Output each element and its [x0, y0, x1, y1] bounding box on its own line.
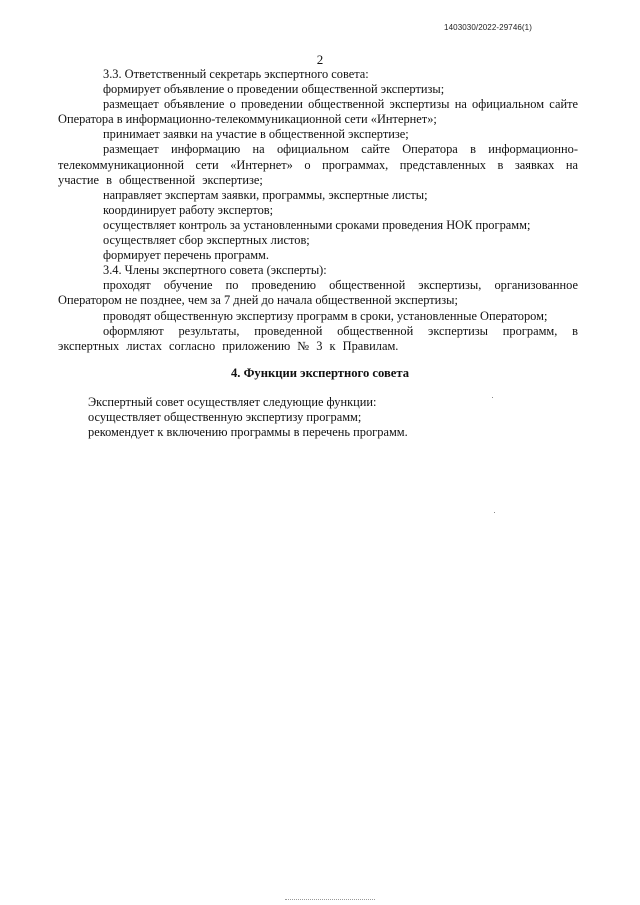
paragraph: формирует объявление о проведении общественной экспертизы; — [103, 82, 445, 97]
paragraph: координирует работу экспертов; — [103, 202, 274, 217]
paragraph: осуществляет контроль за установленными сроками проведения НОК программ; — [103, 217, 531, 232]
section-4-title: 4. Функции экспертного совета — [231, 366, 409, 380]
document-registration-number: 1403030/2022-29746(1) — [444, 23, 532, 32]
section-4-body — [88, 395, 568, 440]
paragraph-3-3-heading: 3.3. Ответственный секретарь экспертного совета: — [103, 67, 369, 81]
section-4-line: осуществляет общественную экспертизу программ; — [88, 410, 362, 425]
scan-bottom-edge-marks — [285, 899, 375, 903]
paragraph: размещает объявление о проведении общественной экспертизы на официальном сайте Оператора в информационно-телекоммуникационной сети «Интернет»; — [58, 97, 578, 127]
paragraph: проходят обучение по проведению общественной экспертизы, организованное Оператором не позднее, чем за 7 дней до начала общественной экспертизы; — [58, 278, 578, 308]
section-4-line: Экспертный совет осуществляет следующие функции: — [88, 395, 377, 409]
scan-speck — [494, 512, 495, 513]
scan-speck — [492, 397, 493, 398]
paragraph: формирует перечень программ. — [103, 248, 269, 263]
paragraph-3-4-heading: 3.4. Члены экспертного совета (эксперты): — [103, 263, 327, 278]
section-3-body — [58, 67, 578, 354]
section-4-line: рекомендует к включению программы в перечень программ. — [88, 425, 408, 440]
paragraph: оформляют результаты, проведенной общественной экспертизы программ, в экспертных листах согласно приложению № 3 к Правилам. — [58, 323, 578, 353]
paragraph: осуществляет сбор экспертных листов; — [103, 233, 310, 248]
paragraph: размещает информацию на официальном сайте Оператора в информационно-телекоммуникационной сети «Интернет» о программах, представленных в заявках на участие в общественной экспертизе; — [58, 142, 578, 187]
paragraph: направляет экспертам заявки, программы, экспертные листы; — [103, 187, 428, 202]
page-number: 2 — [316, 52, 324, 67]
paragraph: принимает заявки на участие в общественной экспертизе; — [103, 127, 409, 142]
paragraph: проводят общественную экспертизу программ в сроки, установленные Оператором; — [103, 308, 548, 323]
